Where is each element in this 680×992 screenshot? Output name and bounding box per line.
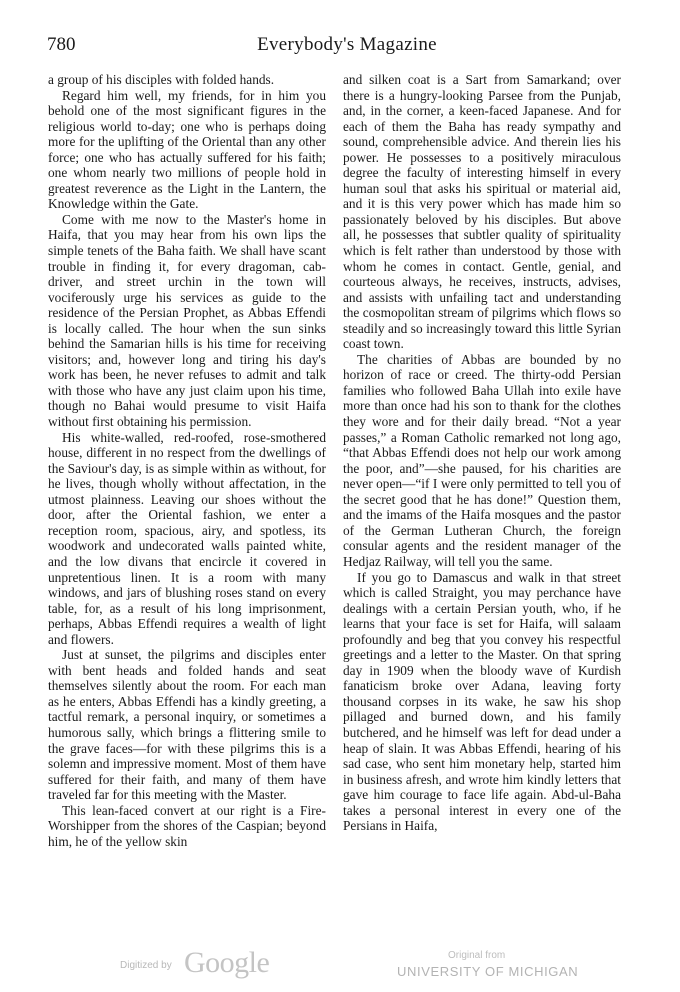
paragraph: If you go to Damascus and walk in that street which is called Straight, you may perchance have dealings with a certain Persian youth, who, if he learns that your face is set for Haifa, will salaam profoundly and beg that you convey his respectful greetings and a letter to the Master. On that spring day in 1909 when the bloody wave of Kurdish fanaticism broke over Adana, leaving forty thousand corpses in its wake, he saw his shop pillaged and burned down, and his family butchered, and he himself was left for dead under a heap of slain. It was Abbas Effendi, hearing of his sad case, who sent him monetary help, started him in business afresh, and wrote him kindly letters that gave him courage to face life again. Abd-ul-Baha takes a personal interest in every one of the Persians in Haifa, bbox=[343, 569, 621, 834]
right-column bbox=[343, 72, 621, 834]
paragraph: and silken coat is a Sart from Samarkand; over there is a hungry-looking Parsee from the Punjab, and, in the corner, a keen-faced Japanese. And for each of them the Baha has ready sympathy and sound, comprehensible advice. And therein lies his power. He possesses to a positively miraculous degree the faculty of interesting himself in every human soul that asks his spiritual or material aid, and it is this very power which has made him so passionately beloved by his disciples. But above all, he possesses that subtler quality of spirituality which is felt rather than understood by those with whom he comes in contact. Gentle, genial, and courteous always, he receives, instructs, advises, and assists with unfailing tact and understanding the cosmopolitan stream of pilgrims which flows so steadily and so increasingly toward this little Syrian coast town. bbox=[343, 72, 621, 352]
paragraph: Come with me now to the Master's home in Haifa, that you may hear from his own lips the simple tenets of the Baha faith. We shall have scant trouble in finding it, for every dragoman, cab-driver, and street urchin in the town will vociferously urge his services as guide to the residence of the Persian Prophet, as Abbas Effendi is locally called. The hour when the sun sinks behind the Samarian hills is his time for receiving visitors; and, however long and tiring his day's work has been, he never refuses to admit and talk with those who have any just claim upon his time, though no Bahai would presume to visit Haifa without first obtaining his permission. bbox=[48, 211, 326, 430]
digitized-by-label: Digitized by bbox=[120, 960, 172, 971]
running-head: Everybody's Magazine bbox=[257, 34, 437, 55]
paragraph: Just at sunset, the pilgrims and disciples enter with bent heads and folded hands and seat themselves silently about the room. For each man as he enters, Abbas Effendi has a kindly greeting, a tactful remark, a personal inquiry, or sometimes a humorous sally, which brings a flittering smile to the grave faces—for with these pilgrims this is a solemn and impressive moment. Most of them have suffered for their faith, and many of them have traveled far for this meeting with the Master. bbox=[48, 647, 326, 803]
university-label: UNIVERSITY OF MICHIGAN bbox=[397, 964, 579, 979]
paragraph: His white-walled, red-roofed, rose-smothered house, different in no respect from the dwellings of the Saviour's day, is as simple within as without, for he lives, though wholly without affectation, in the utmost plainness. Leaving our shoes without the door, after the Oriental fashion, we enter a reception room, spacious, airy, and spotless, its woodwork and undecorated walls painted white, and the low divans that encircle it covered in unpretentious linen. It is a room with many windows, and jars of blushing roses stand on every table, for, as a result of his long imprisonment, perhaps, Abbas Effendi requires a wealth of light and flowers. bbox=[48, 429, 326, 647]
page-number: 780 bbox=[47, 34, 76, 55]
left-column bbox=[48, 72, 326, 849]
paragraph: Regard him well, my friends, for in him you behold one of the most significant figures in the religious world to-day; one who is perhaps doing more for the uplifting of the Oriental than any other force; one who has actually suffered for his faith; one whom nearly two millions of people hold in greatest reverence as the Light in the Lantern, the Knowledge within the Gate. bbox=[48, 87, 326, 212]
paragraph: This lean-faced convert at our right is a Fire-Worshipper from the shores of the Caspian; beyond him, he of the yellow skin bbox=[48, 802, 326, 849]
page-header bbox=[47, 34, 647, 58]
paragraph: a group of his disciples with folded hands. bbox=[48, 72, 275, 87]
paragraph: The charities of Abbas are bounded by no horizon of race or creed. The thirty-odd Persian families who followed Baha Ullah into exile have more than once had his son to thank for the clothes they wore and for their daily bread. “Not a year passes,” a Roman Catholic remarked not long ago, “that Abbas Effendi does not help our work among the poor, and”—she paused, for his charities are never open—“if I were only permitted to tell you of the secret good that he has done!” Question them, and the imams of the Haifa mosques and the pastor of the German Lutheran Church, the foreign consular agents and the resident manager of the Hedjaz Railway, will tell you the same. bbox=[343, 351, 621, 569]
digitization-footer bbox=[0, 948, 680, 984]
google-logo: Google bbox=[184, 946, 270, 979]
original-from-label: Original from bbox=[448, 950, 506, 961]
